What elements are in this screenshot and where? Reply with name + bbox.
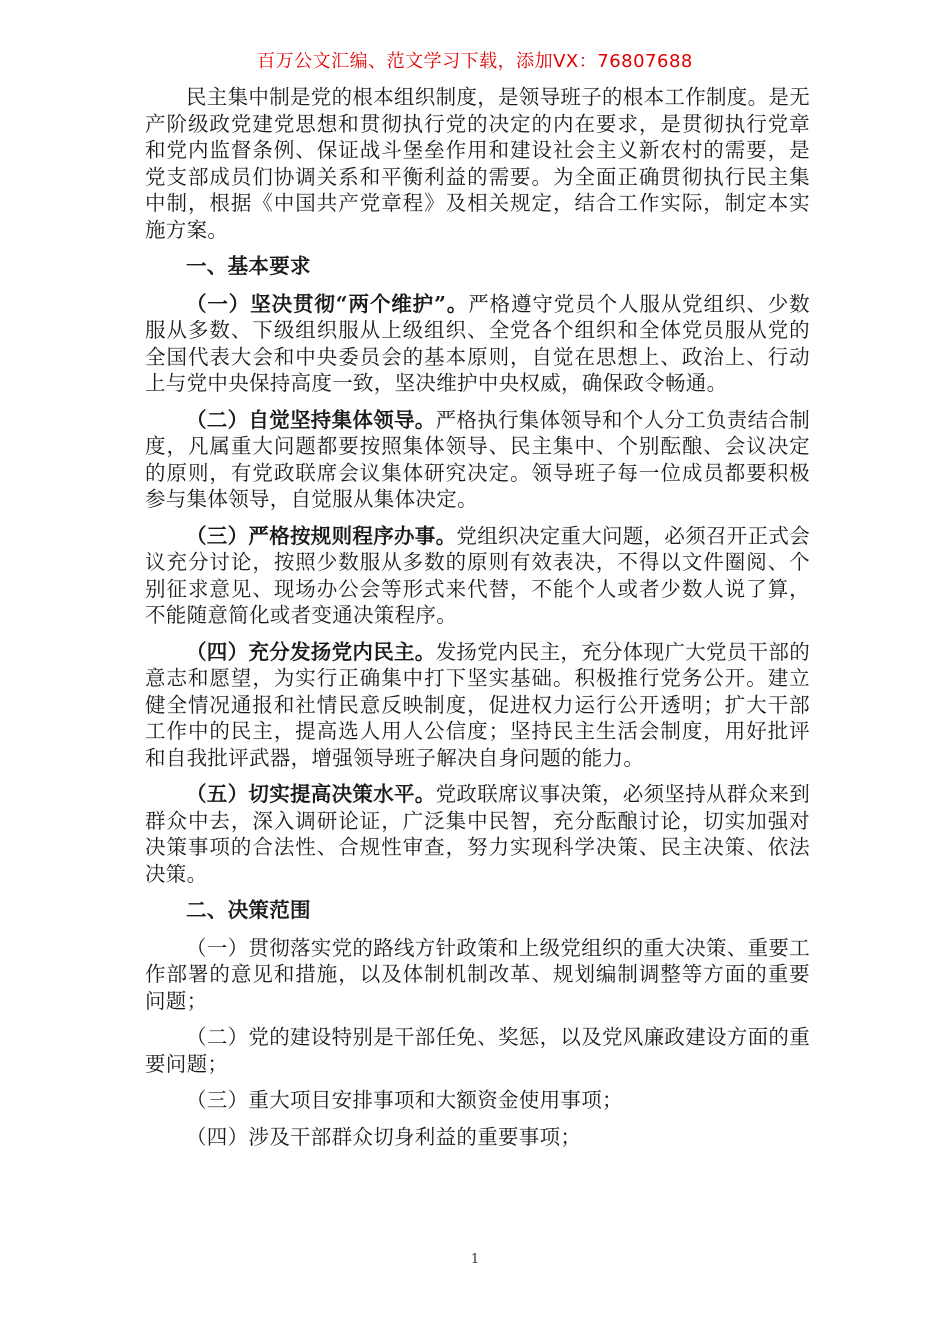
requirement-text: 党组织决定重大问题，必须召开正式会议充分讨论，按照少数服从多数的原则有效表决，不得以文件圈阅、个别征求意见、现场办公会等形式来代替，不能个人或者少数人说了算，不能随意简化或者变通决策程序。: [145, 523, 811, 627]
requirement-paragraph: [145, 407, 810, 513]
scope-item: （一）贯彻落实党的路线方针政策和上级党组织的重大决策、重要工作部署的意见和措施，以及体制机制改革、规划编制调整等方面的重要问题；: [145, 935, 810, 1013]
requirement-text: 发扬党内民主，充分体现广大党员干部的意志和愿望，为实行正确集中打下坚实基础。积极推行党务公开。建立健全情况通报和社情民意反映制度，促进权力运行公开透明；扩大干部工作中的民主，提高选人用人公信度；坚持民主生活会制度，用好批评和自我批评武器，增强领导班子解决自身问题的能力。: [145, 639, 811, 770]
requirement-lead: （三）严格按规则程序办事。: [186, 523, 457, 548]
section-heading-basic-requirements: 一、基本要求: [186, 254, 311, 278]
requirement-lead: （五）切实提高决策水平。: [186, 782, 436, 806]
scope-item: （四）涉及干部群众切身利益的重要事项；: [186, 1124, 582, 1149]
requirement-text: 严格执行集体领导和个人分工负责结合制度，凡属重大问题都要按照集体领导、民主集中、个别酝酿、会议决定的原则，有党政联席会议集体研究决定。领导班子每一位成员都要积极参与集体领导，自觉服从集体决定。: [145, 407, 811, 511]
document-body: [145, 84, 810, 1160]
requirement-paragraph: [145, 523, 810, 629]
watermark-header: 百万公文汇编、范文学习下载，添加VX：76807688: [257, 51, 693, 72]
page-number: 1: [470, 1252, 480, 1267]
requirement-text: 党政联席议事决策，必须坚持从群众来到群众中去，深入调研论证，广泛集中民智，充分酝酿讨论，切实加强对决策事项的合法性、合规性审查，努力实现科学决策、民主决策、依法决策。: [145, 782, 811, 886]
scope-item: （三）重大项目安排事项和大额资金使用事项；: [186, 1088, 623, 1112]
requirement-lead: （四）充分发扬党内民主。: [186, 639, 436, 664]
requirement-paragraph: [145, 781, 810, 887]
scope-item: （二）党的建设特别是干部任免、奖惩，以及党风廉政建设方面的重要问题；: [145, 1025, 810, 1076]
intro-paragraph: 民主集中制是党的根本组织制度，是领导班子的根本工作制度。是无产阶级政党建党思想和贯彻执行党的决定的内在要求，是贯彻执行党章和党内监督条例、保证战斗堡垒作用和建设社会主义新农村的需要，是党支部成员们协调关系和平衡利益的需要。为全面正确贯彻执行民主集中制，根据《中国共产党章程》及相关规定，结合工作实际，制定本实施方案。: [145, 85, 810, 242]
requirement-paragraph: [145, 639, 810, 772]
requirement-text: 严格遵守党员个人服从党组织、少数服从多数、下级组织服从上级组织、全党各个组织和全体党员服从党的全国代表大会和中央委员会的基本原则，自觉在思想上、政治上、行动上与党中央保持高度一致，坚决维护中央权威，确保政令畅通。: [145, 291, 810, 395]
requirement-lead: （二）自觉坚持集体领导。: [186, 407, 436, 432]
requirement-lead: （一）坚决贯彻“两个维护”。: [186, 291, 469, 316]
section-heading-decision-scope: 二、决策范围: [186, 898, 311, 922]
requirement-paragraph: [145, 291, 810, 397]
